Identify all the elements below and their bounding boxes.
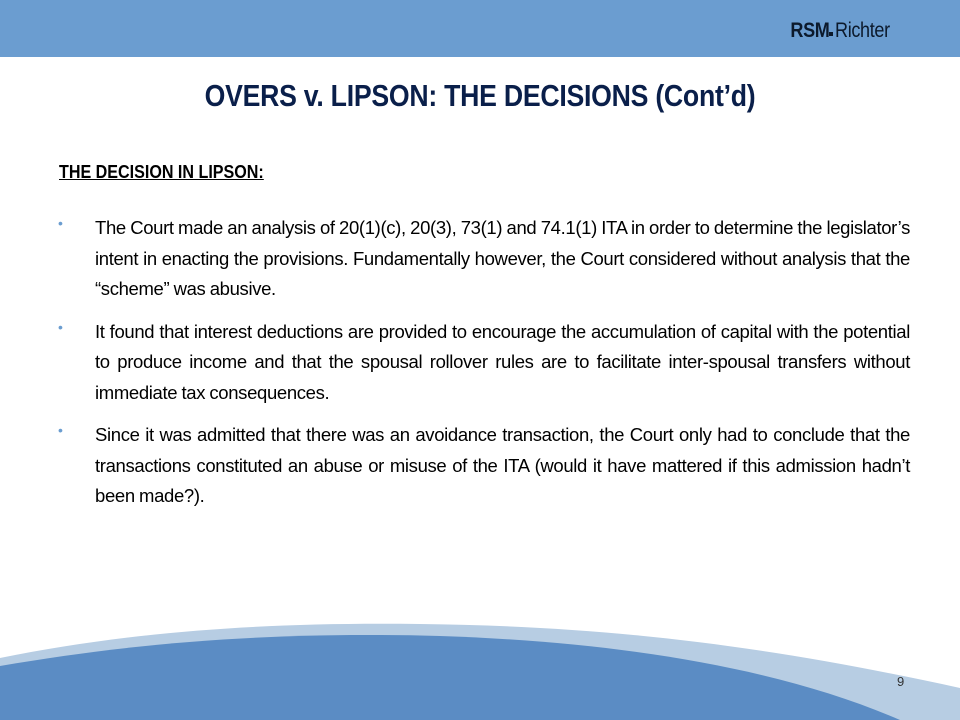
bullet-item [58,317,910,409]
bullet-text: It found that interest deductions are provided to encourage the accumulation of capital with the potential to produce income and that the spousal rollover rules are to facilitate inter-spousal transfers without immediate tax consequences. [95,320,910,403]
section-heading: THE DECISION IN LIPSON: [59,161,264,182]
bullet-text: Since it was admitted that there was an avoidance transaction, the Court only had to conclude that the transactions constituted an abuse or misuse of the ITA (would it have mattered if this admission hadn’t been made?). [95,424,910,506]
brand-logo-rsm: RSM [790,19,830,42]
footer-swoosh [0,600,960,720]
brand-logo-dot [829,32,833,36]
bullet-marker: • [58,422,63,438]
slide-title: OVERS v. LIPSON: THE DECISIONS (Cont’d) [204,78,756,113]
page-number: 9 [897,674,905,689]
bullet-item [58,213,910,305]
footer-swoosh-dark [0,635,900,720]
bullet-text: The Court made an analysis of 20(1)(c), 20(3), 73(1) and 74.1(1) ITA in order to determine the legislator’s intent in enacting the provisions. Fundamentally however, the Court considered without analysis that the “scheme” was abusive. [95,217,910,299]
bullet-marker: • [58,318,63,335]
bullet-item [58,420,910,512]
bullet-list [58,213,910,524]
brand-logo-name: Richter [835,19,891,42]
brand-logo [784,19,899,43]
bullet-marker: • [58,215,63,231]
